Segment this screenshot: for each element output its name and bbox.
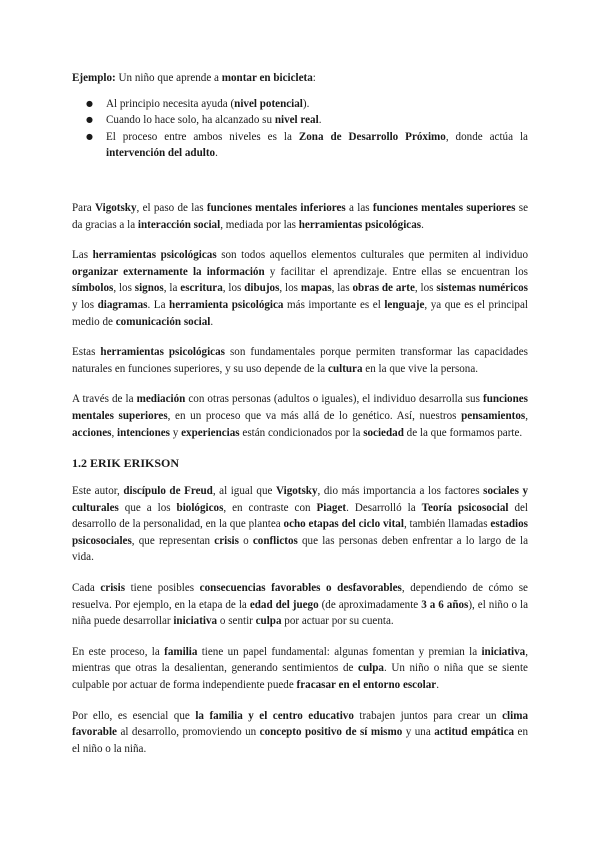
bold-text: intenciones [116,426,170,439]
bullet-dot-icon: ● [86,115,93,125]
bold-text: herramientas psicológicas [92,249,217,262]
bold-text: organizar externamente la información [72,265,265,278]
paragraph [72,200,528,233]
bold-text: sociales y culturales [72,485,528,514]
text-segment: . [210,315,214,328]
bold-text: iniciativa [481,645,526,658]
section-heading: 1.2 ERIK ERIKSON [72,456,180,471]
text-segment: , los [414,282,437,295]
text-segment: , [111,426,117,439]
text-segment: , los [113,282,135,295]
paragraph [72,580,528,630]
paragraph [72,344,528,377]
text-segment: , que representan [131,534,215,547]
bold-text: 3 a 6 años [421,598,469,611]
bold-text: nivel real [274,114,319,127]
text-segment: , donde actúa la [445,130,528,143]
bold-text: mapas [300,282,332,295]
text-segment: a las [345,201,373,214]
paragraph [72,391,528,441]
bold-text: biológicos [176,501,224,514]
bold-text: culpa [255,615,282,628]
bold-text: Piaget [316,501,347,514]
text-segment: , en un proceso que va más allá de lo genético. Así, nuestros [167,409,462,422]
text-segment: tiene posibles [125,582,200,595]
text-segment: (de aproximadamente [318,598,422,611]
text-segment: En este proceso, la [72,645,165,658]
text-segment: , mediada por las [220,218,299,231]
text-segment: Este autor, [72,485,124,498]
bold-text: nivel potencial [234,97,303,110]
bold-text: experiencias [181,426,240,439]
bold-text: iniciativa [173,615,218,628]
text-segment: están condicionados por la [239,426,364,439]
paragraph [72,708,528,758]
text-segment: y una [402,726,435,739]
bold-text: escritura [180,282,223,295]
bold-text: cultura [328,362,363,375]
text-segment: con otras personas (adultos o iguales), el individuo desarrolla sus [185,393,483,406]
example-text: Un niño que aprende a [115,72,222,84]
text-segment: más importante es el [283,298,385,311]
text-segment: . Desarrolló la [346,501,422,514]
bold-text: conflictos [252,534,298,547]
text-segment: , las [331,282,353,295]
bold-text: familia [164,645,198,658]
bold-text: culpa [358,662,384,675]
bold-text: estadios psicosociales [72,518,528,547]
erikson-section [72,483,528,757]
text-segment: , dependiendo de cómo se resuelva. Por ejemplo, en la etapa de la [72,582,528,611]
bold-text: lenguaje [384,298,425,311]
bold-text: símbolos [72,282,114,295]
bold-text: intervención del adulto [106,147,216,160]
bullet-dot-icon: ● [86,98,93,108]
bold-text: herramientas psicológicas [100,346,225,359]
bold-text: edad del juego [249,598,319,611]
bold-text: funciones mentales inferiores [206,201,346,214]
text-segment: del desarrollo de la personalidad, en la que plantea [72,501,528,531]
text-segment: . [421,218,424,231]
text-segment: trabajen juntos para crear un [353,709,503,722]
paragraph [72,247,528,330]
text-segment: , la [163,282,181,295]
text-segment: en la que vive la persona. [362,362,479,375]
vigotsky-section [72,200,528,441]
bold-text: signos [134,282,164,295]
bold-text: pensamientos [461,409,526,422]
text-segment: . [215,147,218,160]
text-segment: , los [279,282,301,295]
text-segment: , en contraste con [223,501,317,514]
bold-text: funciones mentales superiores [72,393,528,422]
bold-text: ocho etapas del ciclo vital [283,518,404,531]
text-segment: Las [72,249,93,262]
text-segment: . Un niño o niña que se siente culpable por actuar de forma independiente puede [72,662,528,692]
bold-text: crisis [100,582,126,595]
example-line [72,70,528,87]
text-segment: por actuar por su cuenta. [281,615,394,628]
text-segment: que las personas deben enfrentar a lo largo de la vida. [72,534,528,564]
text-segment: , los [222,282,245,295]
text-segment: ). [302,97,310,110]
bold-text: funciones mentales superiores [372,201,516,214]
text-segment: son fundamentales porque permiten transformar las capacidades naturales en funciones superiores, y su uso depende de la [72,346,528,375]
bold-text: sistemas numéricos [436,282,528,295]
text-segment: tiene un papel fundamental: algunas fomentan y premian la [197,645,482,658]
bold-text: discípulo de Freud [123,485,213,498]
bold-text: Vigotsky [95,201,137,214]
text-segment: Por ello, es esencial que [72,709,196,722]
text-segment: y facilitar el aprendizaje. Entre ellas se encuentran los [264,265,528,278]
bold-text: interacción social [137,218,221,231]
bold-text: herramientas psicológicas [298,218,422,231]
text-segment: Al principio necesita ayuda ( [106,97,235,110]
text-segment: . [436,679,439,692]
bold-text: Zona de Desarrollo Próximo [298,130,446,143]
bold-text: la familia y el centro educativo [195,709,354,722]
text-segment: de la que formamos parte. [403,426,523,439]
bold-text: clima favorable [72,709,528,739]
text-segment: o sentir [217,615,256,628]
text-segment: ), el niño o la niña puede desarrollar [72,598,529,628]
example-label: Ejemplo: [72,72,116,84]
text-segment: , mientras que otras la desalientan, generando sentimientos de [72,645,528,675]
text-segment: son todos aquellos elementos culturales que permiten al individuo [216,249,528,262]
bold-text: Teoría psicosocial [421,501,509,514]
text-segment: . La [147,298,170,311]
bold-text: acciones [72,426,112,439]
bold-text: fracasar en el entorno escolar [296,679,437,692]
bullet-dot-icon: ● [86,131,93,141]
bold-text: consecuencias favorables o desfavorables [199,582,402,595]
text-segment: , [525,409,528,422]
text-segment: El proceso entre ambos niveles es la [106,130,299,143]
example-colon: : [312,72,316,84]
text-segment: al desarrollo, promoviendo un [116,726,260,739]
bullet-list [72,96,528,162]
bold-text: sociedad [363,426,404,439]
text-segment: se da gracias a la [72,201,528,231]
bullet-item [86,129,528,162]
bold-text: crisis [214,534,239,547]
text-segment: y los [72,298,98,311]
bold-text: herramienta psicológica [169,298,284,311]
text-segment: , dio más importancia a los factores [317,485,484,498]
text-segment: o [238,534,253,547]
paragraph [72,644,528,694]
text-segment: A través de la [72,393,137,406]
text-segment: , también llamadas [403,518,491,531]
bold-text: obras de arte [352,282,415,295]
text-segment: , el paso de las [136,201,207,214]
bold-text: comunicación social [115,315,211,328]
text-segment: en el niño o la niña. [72,726,529,755]
bold-text: dibujos [244,282,280,295]
bold-text: mediación [136,393,186,406]
text-segment: Cuando lo hace solo, ha alcanzado su [106,114,275,127]
bullet-item [86,112,528,129]
text-segment: Cada [72,582,101,595]
paragraph [72,483,528,566]
bold-text: diagramas [97,298,148,311]
text-segment: que a los [118,501,177,514]
text-segment: y [170,426,182,439]
text-segment: . [318,114,322,127]
bold-text: concepto positivo de sí mismo [259,726,403,739]
text-segment: Para [72,201,96,214]
bold-text: actitud empática [434,726,515,739]
text-segment: , al igual que [212,485,277,498]
text-segment: Estas [72,346,101,359]
bullet-item [86,96,528,113]
bold-text: Vigotsky [276,485,318,498]
text-segment: , ya que es el principal medio de [72,298,528,328]
example-bold: montar en bicicleta [221,72,313,84]
